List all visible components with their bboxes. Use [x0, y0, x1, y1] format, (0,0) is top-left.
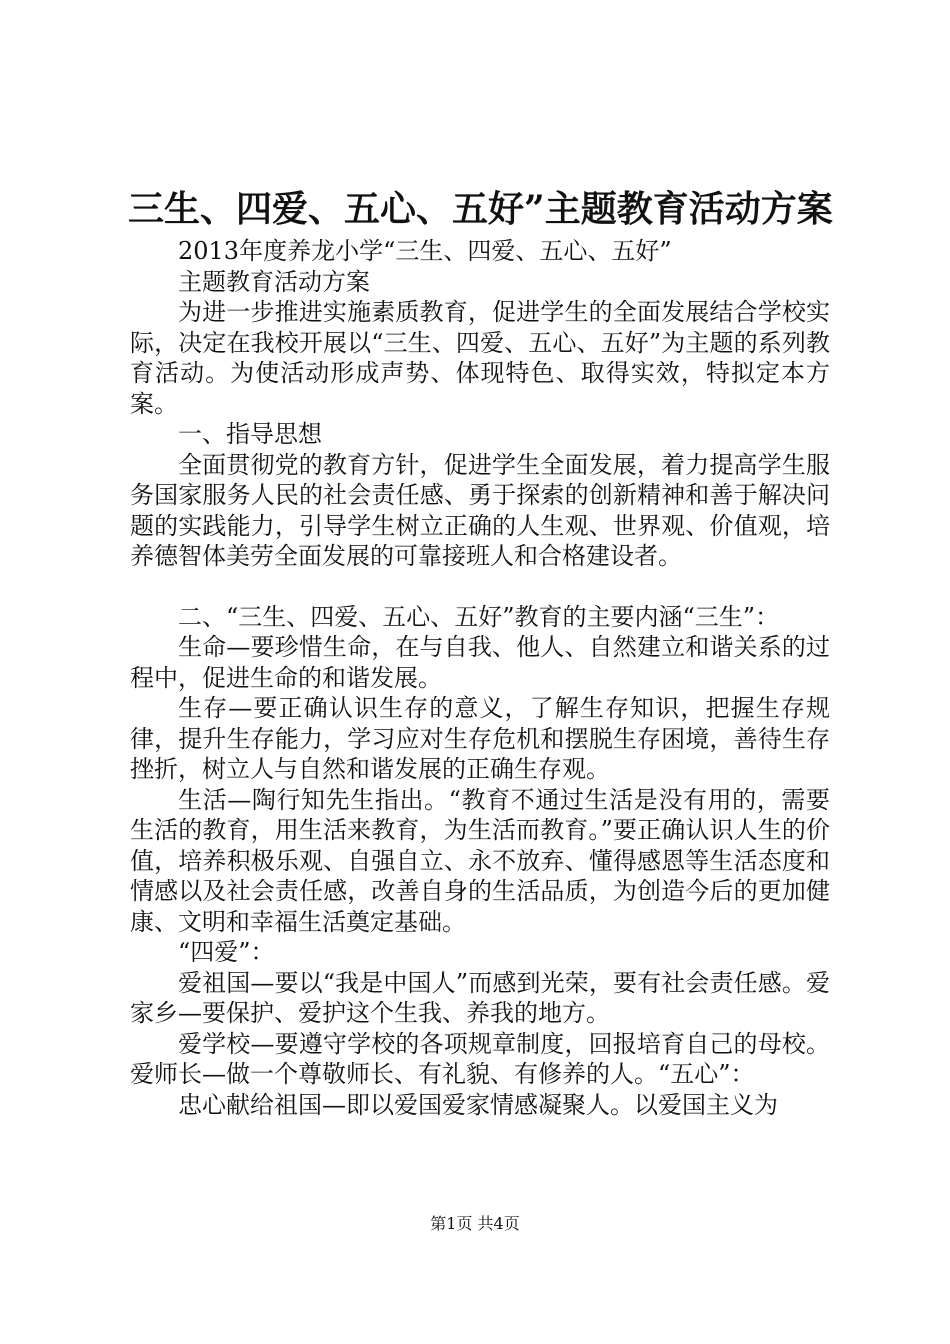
survival-paragraph: 生存—要正确认识生存的意义，了解生存知识，把握生存规律，提升生存能力，学习应对生存危机和摆脱生存困境，善待生存挫折，树立人与自然和谐发展的正确生存观。 [130, 694, 830, 783]
four-loves-heading: “四爱”： [178, 938, 275, 966]
subtitle-line-1: 2013年度养龙小学“三生、四爱、五心、五好” [178, 237, 672, 265]
intro-paragraph: 为进一步推进实施素质教育，促进学生的全面发展结合学校实际，决定在我校开展以“三生、四爱、五心、五好”为主题的系列教育活动。为使活动形成声势、体现特色、取得实效，特拟定本方案。 [130, 298, 830, 418]
love-country-paragraph: 爱祖国—要以“我是中国人”而感到光荣，要有社会责任感。爱家乡—要保护、爱护这个生我、养我的地方。 [130, 968, 830, 1027]
living-paragraph: 生活—陶行知先生指出。“教育不通过生活是没有用的，需要生活的教育，用生活来教育，为生活而教育。”要正确认识人生的价值，培养积极乐观、自强自立、永不放弃、懂得感恩等生活态度和情感以及社会责任感，改善自身的生活品质，为创造今后的更加健康、文明和幸福生活奠定基础。 [130, 785, 830, 936]
section-heading-1: 一、指导思想 [178, 420, 322, 448]
loyalty-paragraph: 忠心献给祖国—即以爱国爱家情感凝聚人。以爱国主义为 [178, 1090, 778, 1119]
subtitle-line-2: 主题教育活动方案 [178, 267, 370, 296]
document-title: 三生、四爱、五心、五好”主题教育活动方案 [128, 188, 833, 230]
life-paragraph: 生命—要珍惜生命，在与自我、他人、自然建立和谐关系的过程中，促进生命的和谐发展。 [130, 633, 830, 692]
guiding-thought-paragraph: 全面贯彻党的教育方针，促进学生全面发展，着力提高学生服务国家服务人民的社会责任感、勇于探索的创新精神和善于解决问题的实践能力，引导学生树立正确的人生观、世界观、价值观，培养德智体美劳全面发展的可靠接班人和合格建设者。 [130, 450, 830, 570]
document-body [130, 236, 830, 1120]
love-school-paragraph: 爱学校—要遵守学校的各项规章制度，回报培育自己的母校。爱师长—做一个尊敬师长、有礼貌、有修养的人。“五心”： [130, 1029, 830, 1088]
page-number-footer: 第1页 共4页 [430, 1214, 520, 1233]
section-heading-2: 二、“三生、四爱、五心、五好”教育的主要内涵“三生”： [178, 602, 780, 631]
